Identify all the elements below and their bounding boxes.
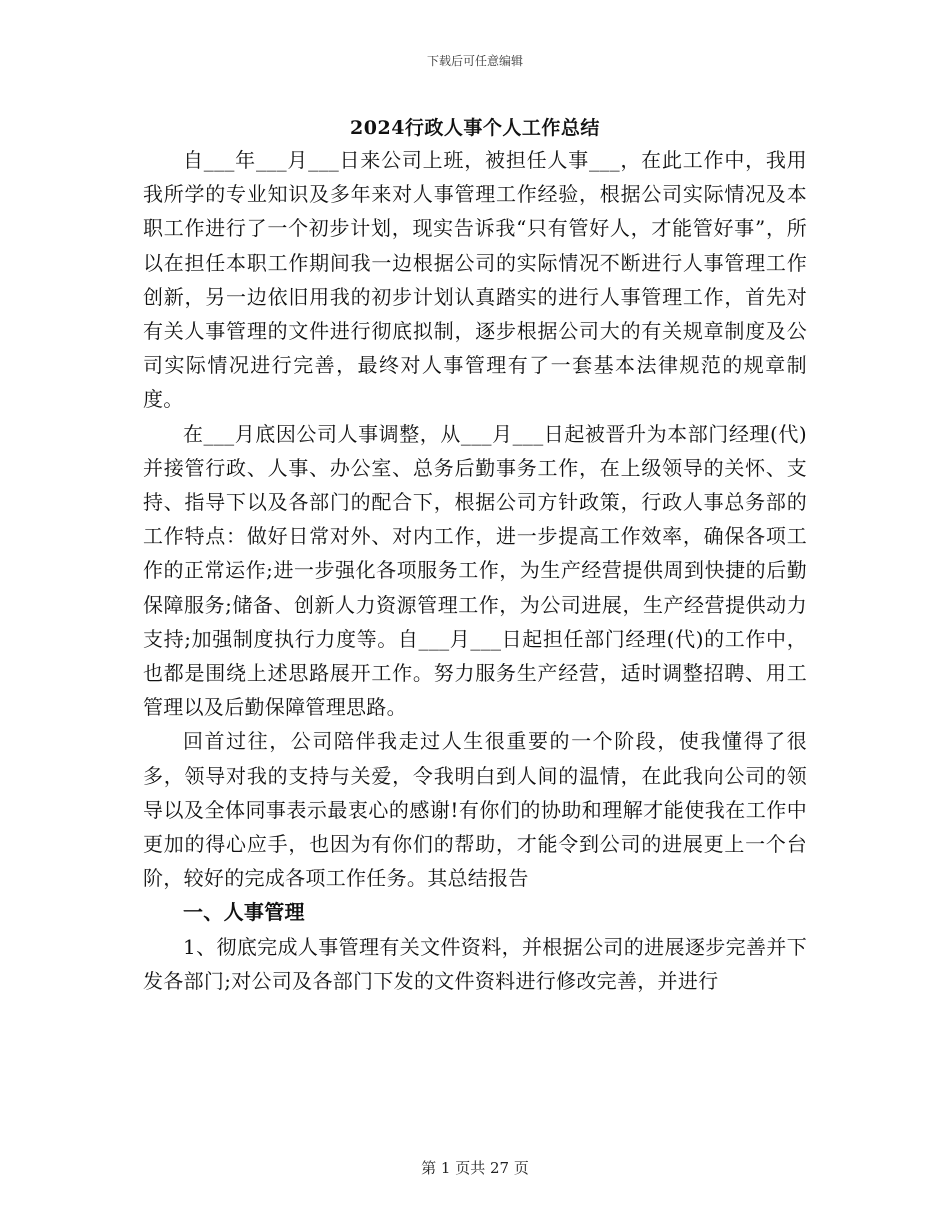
- page-number: 第 1 页共 27 页: [421, 1159, 529, 1177]
- document-title: 2024行政人事个人工作总结: [350, 117, 600, 139]
- page-header-note: 下载后可任意编辑: [426, 54, 523, 68]
- paragraph-2: 在___月底因公司人事调整，从___月___日起被晋升为本部门经理(代)并接管行政、人事、办公室、总务后勤事务工作，在上级领导的关怀、支持、指导下以及各部门的配合下，根据公司方针政策，行政人事总务部的工作特点：做好日常对外、对内工作，进一步提高工作效率，确保各项工作的正常运作;进一步强化各项服务工作，为生产经营提供周到快捷的后勤保障服务;储备、创新人力资源管理工作，为公司进展，生产经营提供动力支持;加强制度执行力度等。自___月___日起担任部门经理(代)的工作中，也都是围绕上述思路展开工作。努力服务生产经营，适时调整招聘、用工管理以及后勤保障管理思路。: [143, 421, 807, 720]
- document-body: [143, 143, 807, 998]
- section-paragraph: 1、彻底完成人事管理有关文件资料，并根据公司的进展逐步完善并下发各部门;对公司及各部门下发的文件资料进行修改完善，并进行: [143, 934, 807, 993]
- paragraph-3: 回首过往，公司陪伴我走过人生很重要的一个阶段，使我懂得了很多，领导对我的支持与关爱，令我明白到人间的温情，在此我向公司的领导以及全体同事表示最衷心的感谢!有你们的协助和理解才能使我在工作中更加的得心应手，也因为有你们的帮助，才能令到公司的进展更上一个台阶，较好的完成各项工作任务。其总结报告: [143, 729, 807, 891]
- section-heading: 一、人事管理: [183, 900, 305, 925]
- paragraph-1: 自___年___月___日来公司上班，被担任人事___，在此工作中，我用我所学的专业知识及多年来对人事管理工作经验，根据公司实际情况及本职工作进行了一个初步计划，现实告诉我“只有管好人，才能管好事”，所以在担任本职工作期间我一边根据公司的实际情况不断进行人事管理工作创新，另一边依旧用我的初步计划认真踏实的进行人事管理工作，首先对有关人事管理的文件进行彻底拟制，逐步根据公司大的有关规章制度及公司实际情况进行完善，最终对人事管理有了一套基本法律规范的规章制度。: [143, 148, 807, 412]
